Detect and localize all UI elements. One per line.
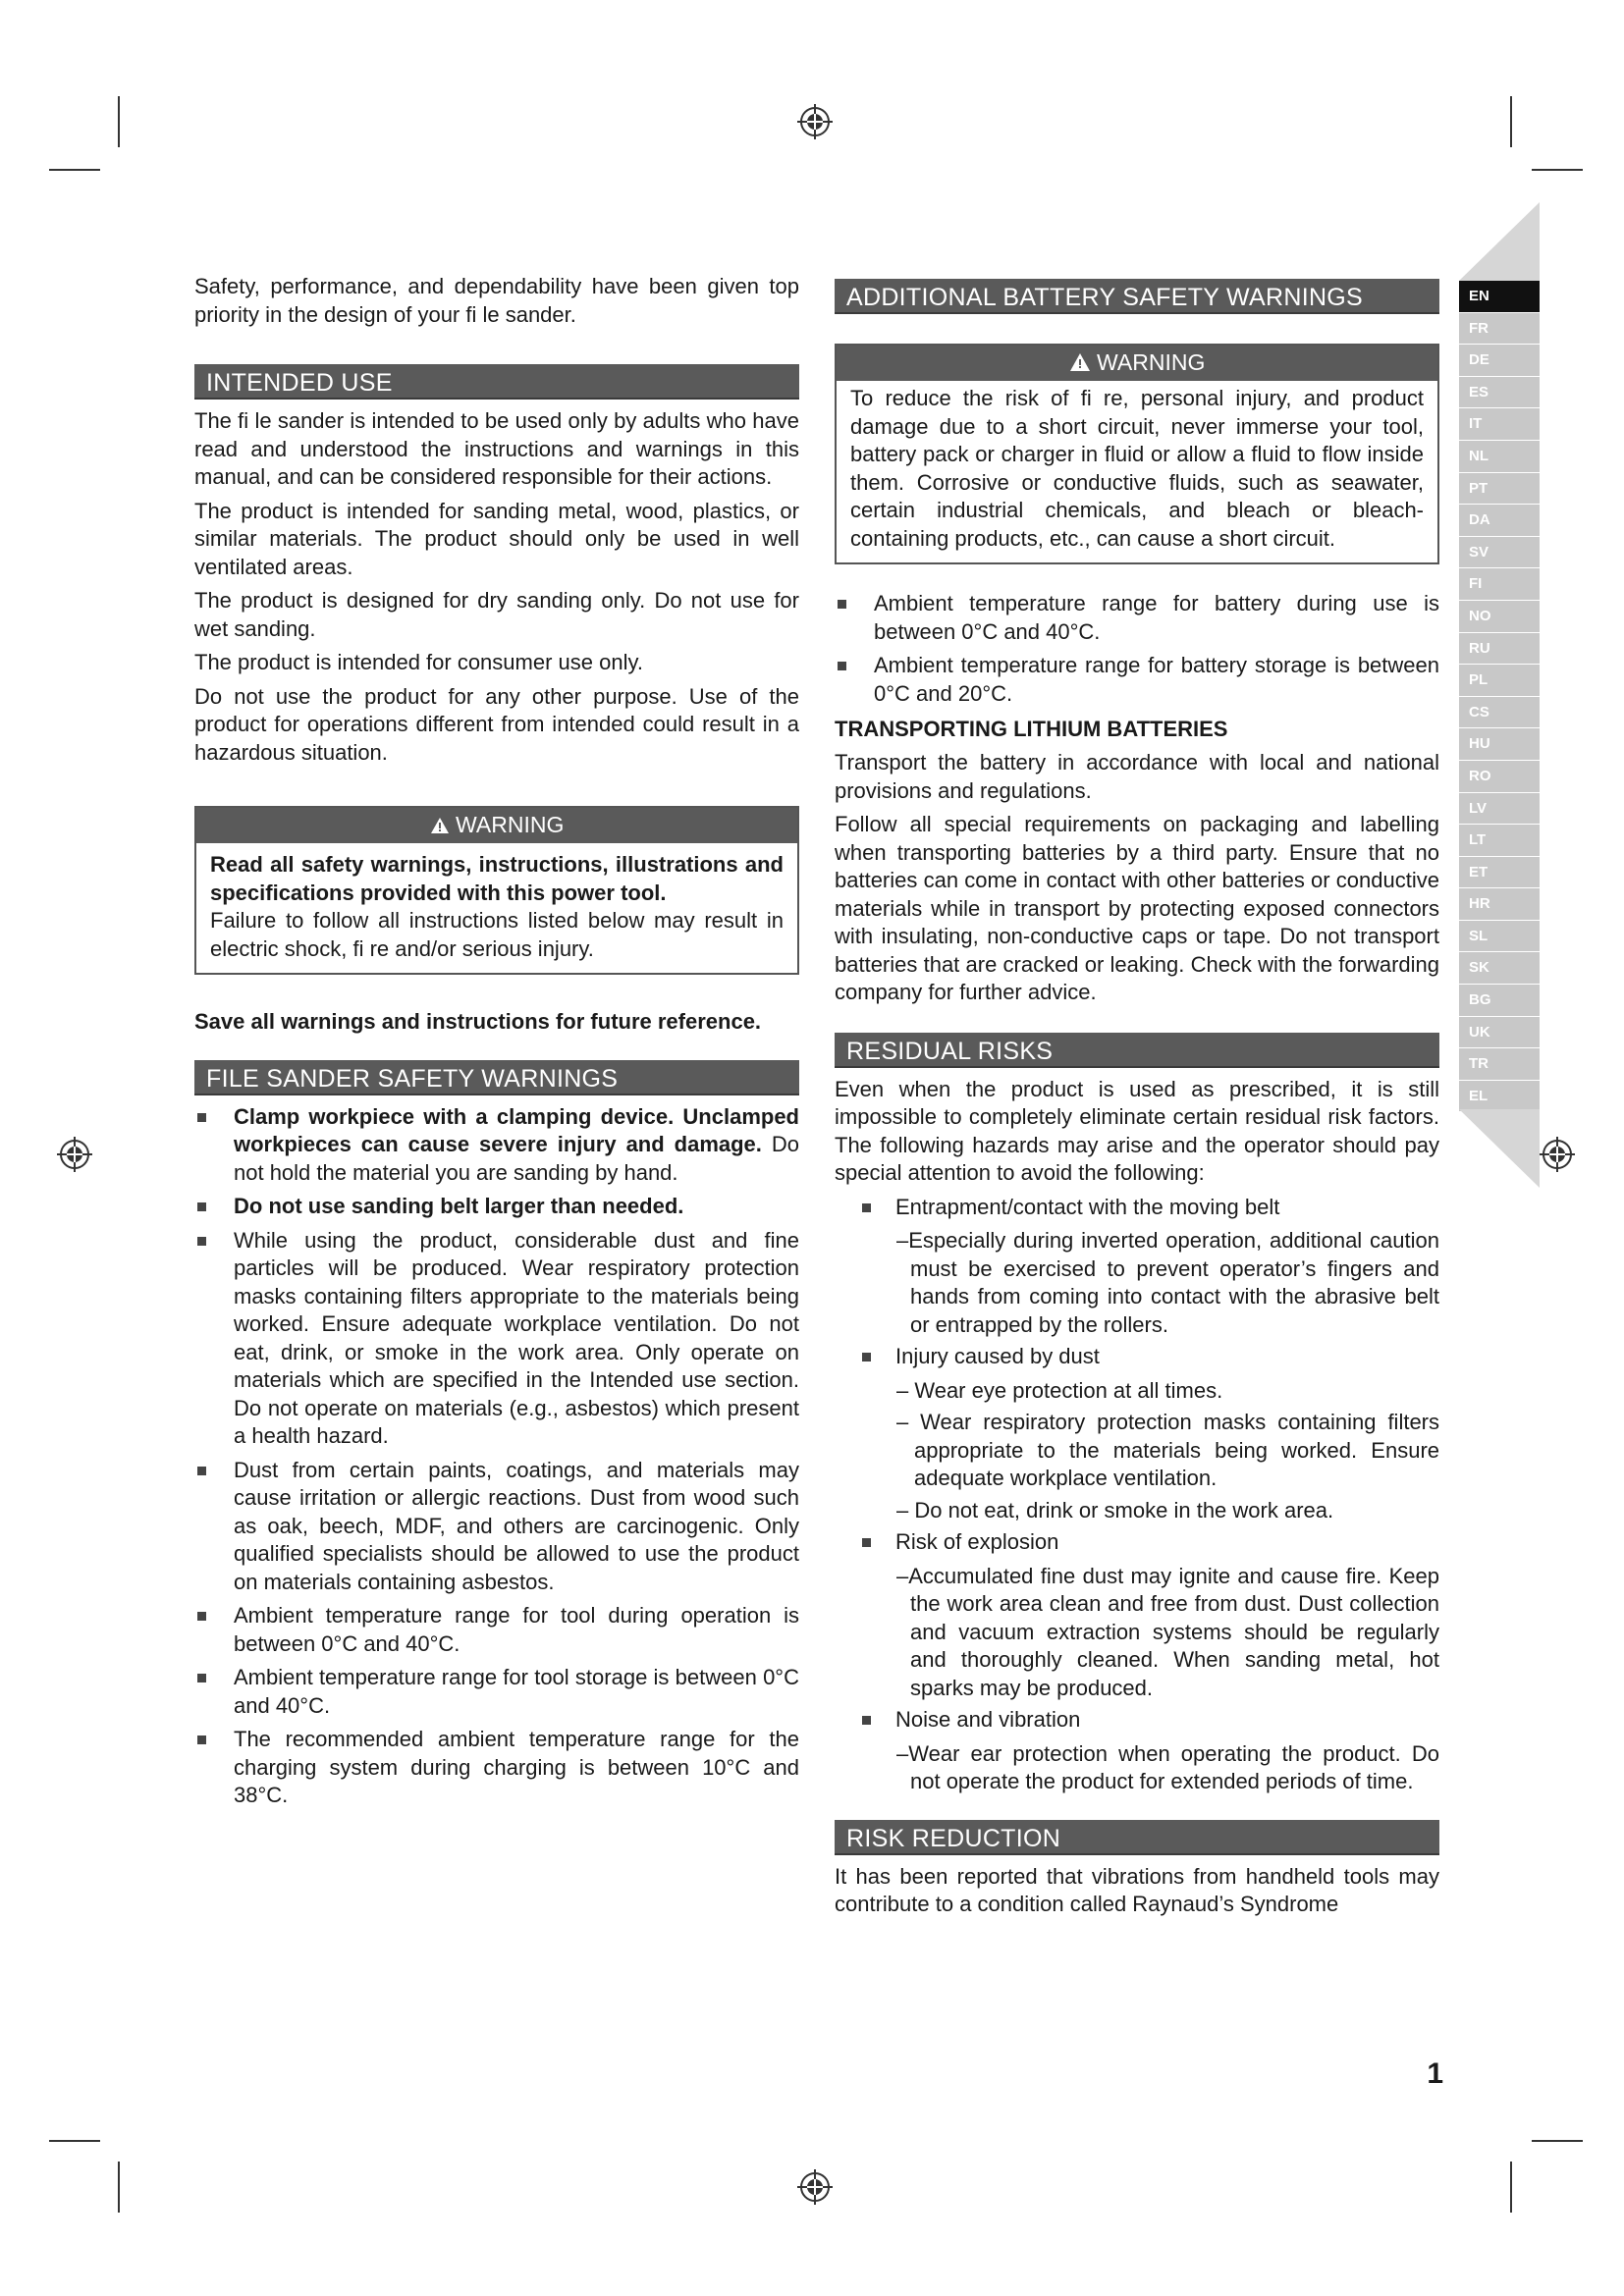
list-item: Dust from certain paints, coatings, and materials may cause irritation or allergic reactions. Dust from wood such as oak, beech, MDF, and others are carcinogenic. Only qualified specialists should be allowed to use the product on materials containing asbestos. (194, 1457, 799, 1597)
section-heading-file-sander: FILE SANDER SAFETY WARNINGS (194, 1060, 799, 1095)
residual-list (835, 1343, 1439, 1371)
list-item: Noise and vibration (835, 1706, 1439, 1735)
language-tab-item[interactable]: PT (1459, 473, 1540, 505)
registration-mark-icon (55, 1135, 94, 1174)
intro-text: Safety, performance, and dependability have been given top priority in the design of your fi le sander. (194, 274, 799, 327)
intended-use-paragraph: Do not use the product for any other purpose. Use of the product for operations different from intended could result in a hazardous situation. (194, 683, 799, 765)
list-item: Ambient temperature range for tool storage is between 0°C and 40°C. (194, 1664, 799, 1720)
language-tab-item[interactable]: SV (1459, 537, 1540, 568)
crop-mark (118, 2162, 120, 2213)
language-tab-item[interactable]: RO (1459, 761, 1540, 792)
risk-reduction-text: It has been reported that vibrations from handheld tools may contribute to a condition called Raynaud’s Syndrome (835, 1863, 1439, 1916)
registration-mark-icon (795, 102, 835, 141)
intended-use-paragraph: The product is intended for sanding metal, wood, plastics, or similar materials. The product should only be used in well ventilated areas. (194, 498, 799, 579)
language-tab-item[interactable]: CS (1459, 697, 1540, 728)
language-tab-item[interactable]: TR (1459, 1048, 1540, 1080)
language-tab-item[interactable]: NL (1459, 441, 1540, 472)
residual-intro: Even when the product is used as prescribed, it is still impossible to completely eliminate certain residual risk factors. The following hazards may arise and the operator should pay special attention to avoid the following: (835, 1076, 1439, 1185)
crop-mark (49, 169, 100, 171)
list-item: The recommended ambient temperature range for the charging system during charging is between 10°C and 38°C. (194, 1726, 799, 1810)
language-tab-item[interactable]: FI (1459, 568, 1540, 600)
residual-detail: – Wear respiratory protection masks containing filters appropriate to the materials being worked. Ensure adequate workplace ventilation. (896, 1410, 1439, 1490)
language-tab-item[interactable]: LT (1459, 825, 1540, 856)
list-item: Injury caused by dust (835, 1343, 1439, 1371)
crop-mark (1510, 96, 1512, 147)
list-item: While using the product, considerable dust and fine particles will be produced. Wear respiratory protection masks containing filters appropriate to the materials being worked. Ensure adequate workplace ventilation. Do not eat, drink, or smoke in the work area. Only operate on materials which are specified in the Intended use section. Do not operate on materials (e.g., asbestos) which present a health hazard. (194, 1227, 799, 1451)
file-sander-list (194, 1103, 799, 1810)
language-tab-item[interactable]: DA (1459, 505, 1540, 536)
warning-title: WARNING (837, 346, 1437, 381)
list-item: Risk of explosion (835, 1528, 1439, 1557)
language-tab-item[interactable]: UK (1459, 1017, 1540, 1048)
language-tab-item[interactable]: BG (1459, 985, 1540, 1016)
transport-paragraph: Follow all special requirements on packaging and labelling when transporting batteries by a third party. Ensure that no batteries can come in contact with other batteries or conductive materials while in transport by protecting exposed connectors with insulating, non-conductive caps or tape. Do not transport batteries that are cracked or leaking. Check with the forwarding company for further advice. (835, 812, 1439, 1004)
section-heading-intended-use: INTENDED USE (194, 364, 799, 400)
crop-mark (118, 96, 120, 147)
list-item: Ambient temperature range for battery storage is between 0°C and 20°C. (835, 652, 1439, 708)
subheading-transport: TRANSPORTING LITHIUM BATTERIES (835, 717, 1228, 741)
list-item: Entrapment/contact with the moving belt (835, 1194, 1439, 1222)
language-tab-bottom-shape (1459, 1109, 1540, 1188)
save-warnings-text: Save all warnings and instructions for future reference. (194, 1009, 762, 1034)
residual-list (835, 1528, 1439, 1557)
list-item: Do not use sanding belt larger than needed. (194, 1193, 799, 1221)
language-tab-top-shape (1459, 202, 1540, 281)
list-item: Clamp workpiece with a clamping device. Unclamped workpieces can cause severe injury and damage. Do not hold the material you are sanding by hand. (194, 1103, 799, 1188)
language-tab-item[interactable]: ES (1459, 377, 1540, 408)
warning-text: Failure to follow all instructions listed below may result in electric shock, fi re and/or serious injury. (210, 908, 784, 961)
residual-detail: – Wear eye protection at all times. (896, 1377, 1223, 1403)
language-tab-item[interactable]: PL (1459, 665, 1540, 696)
registration-mark-icon (795, 2167, 835, 2207)
list-item: Ambient temperature range for battery during use is between 0°C and 40°C. (835, 590, 1439, 646)
language-tab-item[interactable]: HU (1459, 728, 1540, 760)
warning-bold-text: Read all safety warnings, instructions, illustrations and specifications provided with this power tool. (210, 852, 784, 905)
crop-mark (49, 2140, 100, 2142)
language-tab-item[interactable]: SK (1459, 952, 1540, 984)
language-tab-item[interactable]: ET (1459, 857, 1540, 888)
intended-use-paragraph: The fi le sander is intended to be used only by adults who have read and understood the instructions and warnings in this manual, and can be considered responsible for their actions. (194, 408, 799, 489)
language-tab-item[interactable]: FR (1459, 313, 1540, 345)
language-tab-list (1459, 281, 1540, 1112)
warning-box (835, 344, 1439, 564)
language-tab-item[interactable]: RU (1459, 633, 1540, 665)
section-heading-risk-reduction: RISK REDUCTION (835, 1820, 1439, 1855)
transport-paragraph: Transport the battery in accordance with local and national provisions and regulations. (835, 750, 1439, 803)
residual-list (835, 1194, 1439, 1222)
crop-mark (1532, 2140, 1583, 2142)
section-heading-residual-risks: RESIDUAL RISKS (835, 1033, 1439, 1068)
language-tab-item[interactable]: EL (1459, 1081, 1540, 1112)
section-heading-battery: ADDITIONAL BATTERY SAFETY WARNINGS (835, 279, 1439, 314)
language-tab-item[interactable]: IT (1459, 408, 1540, 440)
list-item: Ambient temperature range for tool during operation is between 0°C and 40°C. (194, 1602, 799, 1658)
registration-mark-icon (1538, 1135, 1577, 1174)
language-tab-item[interactable]: EN (1459, 281, 1540, 312)
residual-detail: –Especially during inverted operation, additional caution must be exercised to prevent operator’s fingers and hands from coming into contact with the abrasive belt or entrapped by the rollers. (896, 1228, 1439, 1337)
language-tab-item[interactable]: SL (1459, 921, 1540, 952)
residual-detail: –Wear ear protection when operating the product. Do not operate the product for extended periods of time. (896, 1740, 1439, 1793)
intended-use-paragraph: The product is designed for dry sanding only. Do not use for wet sanding. (194, 588, 799, 641)
warning-triangle-icon (1069, 352, 1091, 372)
crop-mark (1510, 2162, 1512, 2213)
battery-list (835, 590, 1439, 708)
left-column (194, 273, 799, 1816)
language-tab-item[interactable]: DE (1459, 345, 1540, 376)
language-tab-item[interactable]: LV (1459, 793, 1540, 825)
residual-detail: –Accumulated fine dust may ignite and cause fire. Keep the work area clean and free from dust. Dust collection and vacuum extraction systems should be regularly and thoroughly cleaned. When sanding metal, hot sparks may be produced. (896, 1563, 1439, 1700)
intended-use-paragraph: The product is intended for consumer use only. (194, 650, 643, 674)
warning-title: WARNING (196, 808, 797, 843)
page-number: 1 (1427, 2057, 1443, 2090)
crop-mark (1532, 169, 1583, 171)
residual-list (835, 1706, 1439, 1735)
warning-triangle-icon (430, 817, 450, 834)
warning-text: To reduce the risk of fi re, personal injury, and product damage due to a short circuit, never immerse your tool, battery pack or charger in fluid or allow a fluid to flow inside them. Corrosive or conductive fluids, such as seawater, certain industrial chemicals, and bleach or bleach-containing products, etc., can cause a short circuit. (850, 386, 1424, 551)
language-tab-item[interactable]: NO (1459, 601, 1540, 632)
residual-detail: – Do not eat, drink or smoke in the work area. (896, 1497, 1334, 1522)
right-column (835, 279, 1439, 1925)
warning-box (194, 806, 799, 975)
language-tab-item[interactable]: HR (1459, 888, 1540, 920)
